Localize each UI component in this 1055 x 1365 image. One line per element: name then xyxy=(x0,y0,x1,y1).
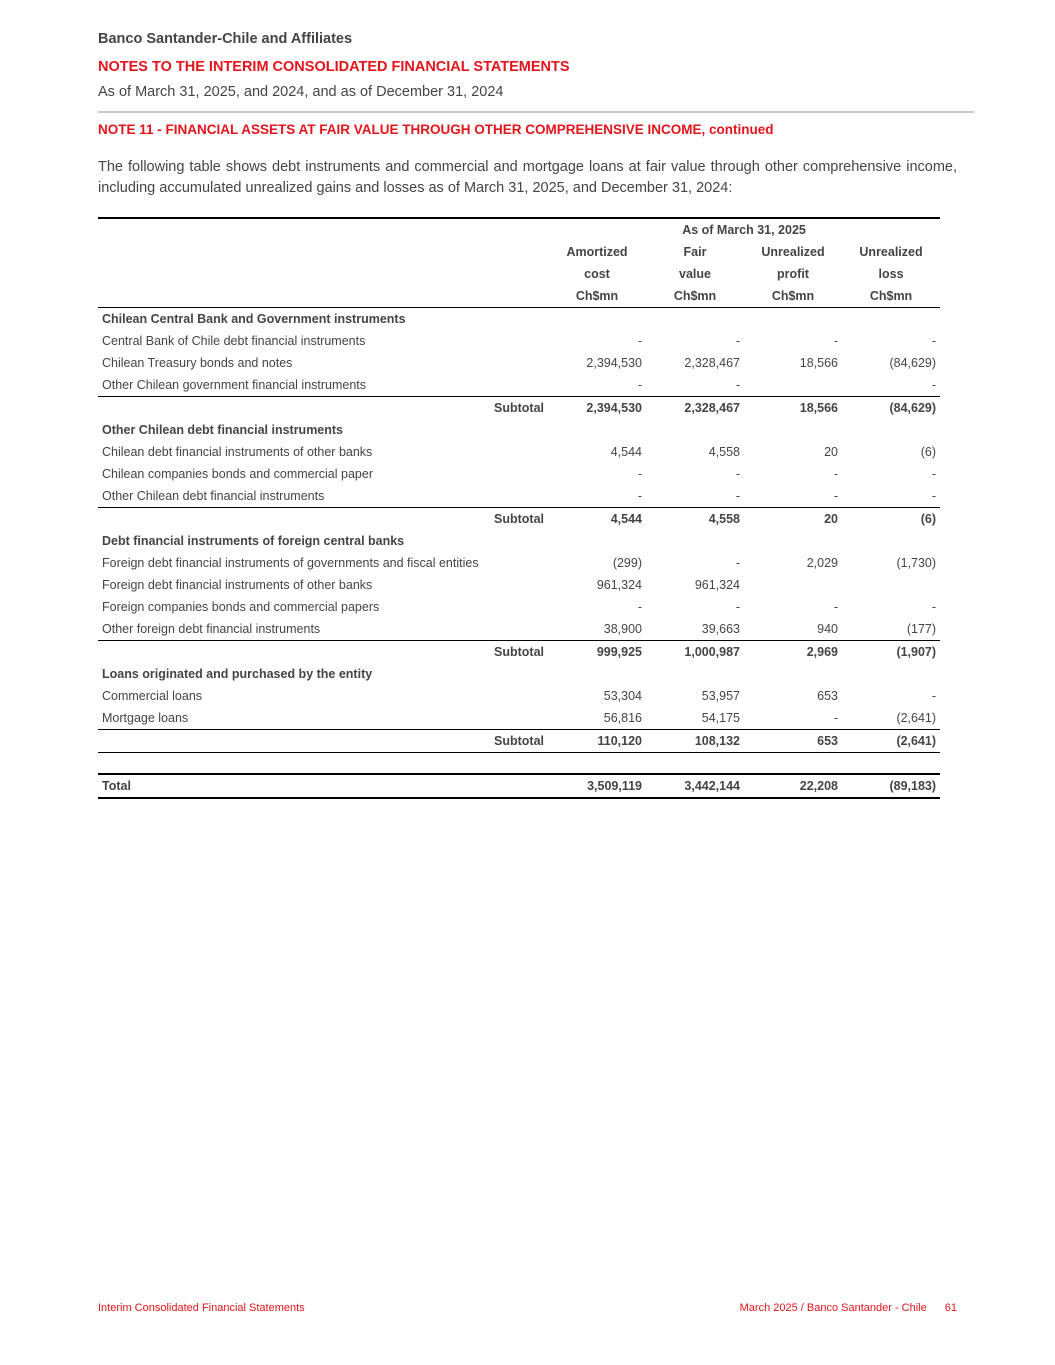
table-row xyxy=(98,618,940,641)
unrealized-loss-cell: (2,641) xyxy=(896,711,937,725)
row-label: Commercial loans xyxy=(102,689,203,703)
section-title: Chilean Central Bank and Government instruments xyxy=(102,312,406,326)
unrealized-profit-cell: 940 xyxy=(817,622,838,636)
row-label: Other foreign debt financial instruments xyxy=(102,622,321,636)
fair-value-cell: - xyxy=(735,378,740,392)
column-header: loss xyxy=(878,267,904,281)
unrealized-loss-cell: - xyxy=(931,600,937,614)
table-row xyxy=(98,552,940,574)
row-label: Foreign companies bonds and commercial papers xyxy=(102,600,380,614)
amortized-cost-cell: (299) xyxy=(612,556,642,570)
unrealized-loss-cell: - xyxy=(931,334,937,348)
table-row xyxy=(98,707,940,730)
total-unrealized-profit: 22,208 xyxy=(744,774,842,798)
column-unit: Ch$mn xyxy=(646,285,744,308)
unrealized-loss-cell: (177) xyxy=(906,622,937,636)
unrealized-profit-cell: 2,029 xyxy=(806,556,838,570)
subtotal-unrealized-profit: 2,969 xyxy=(744,641,842,664)
table-row xyxy=(98,352,940,374)
table-row xyxy=(98,374,940,397)
fair-value-cell: 53,957 xyxy=(701,689,740,703)
column-header: Amortized xyxy=(566,245,628,259)
subtotal-row xyxy=(98,641,940,664)
unrealized-profit-cell: - xyxy=(833,711,838,725)
period-header: As of March 31, 2025 xyxy=(682,223,806,237)
fair-value-cell: - xyxy=(735,334,740,348)
header-divider xyxy=(98,111,974,113)
column-header: Unrealized xyxy=(761,245,825,259)
column-header: value xyxy=(679,267,711,281)
fair-value-cell: 2,328,467 xyxy=(684,356,740,370)
table-header-unit-row xyxy=(98,285,940,308)
table-row xyxy=(98,574,940,596)
unrealized-loss-cell: (1,730) xyxy=(896,556,937,570)
subtotal-fair-value: 1,000,987 xyxy=(646,641,744,664)
amortized-cost-cell: - xyxy=(637,378,642,392)
table-row xyxy=(98,463,940,485)
row-label: Central Bank of Chile debt financial instruments xyxy=(102,334,366,348)
subtotal-amortized-cost: 110,120 xyxy=(548,730,646,753)
section-title: Debt financial instruments of foreign central banks xyxy=(102,534,405,548)
total-amortized-cost: 3,509,119 xyxy=(548,774,646,798)
section-header-row xyxy=(98,308,940,331)
subtotal-unrealized-loss: (1,907) xyxy=(842,641,940,664)
unrealized-profit-cell: 653 xyxy=(817,689,838,703)
row-label: Chilean Treasury bonds and notes xyxy=(102,356,293,370)
table-row xyxy=(98,485,940,508)
unrealized-profit-cell xyxy=(744,574,842,596)
subtotal-unrealized-loss: (84,629) xyxy=(842,397,940,420)
page-number: 61 xyxy=(944,1302,957,1314)
row-label: Foreign debt financial instruments of governments and fiscal entities xyxy=(102,556,479,570)
row-label: Chilean debt financial instruments of other banks xyxy=(102,445,373,459)
subtotal-amortized-cost: 4,544 xyxy=(548,508,646,531)
notes-title: NOTES TO THE INTERIM CONSOLIDATED FINANCIAL STATEMENTS xyxy=(98,59,570,75)
amortized-cost-cell: 961,324 xyxy=(596,578,642,592)
total-unrealized-loss: (89,183) xyxy=(842,774,940,798)
amortized-cost-cell: - xyxy=(637,489,642,503)
reporting-period: As of March 31, 2025, and 2024, and as of December 31, 2024 xyxy=(98,84,504,100)
subtotal-unrealized-loss: (6) xyxy=(842,508,940,531)
subtotal-row xyxy=(98,397,940,420)
column-unit: Ch$mn xyxy=(744,285,842,308)
amortized-cost-cell: 4,544 xyxy=(610,445,642,459)
unrealized-loss-cell: - xyxy=(931,378,937,392)
unrealized-profit-cell: - xyxy=(833,467,838,481)
unrealized-loss-cell: (84,629) xyxy=(889,356,937,370)
unrealized-loss-cell: - xyxy=(931,467,937,481)
subtotal-unrealized-profit: 18,566 xyxy=(744,397,842,420)
company-name: Banco Santander-Chile and Affiliates xyxy=(98,31,353,47)
column-unit: Ch$mn xyxy=(842,285,940,308)
unrealized-loss-cell xyxy=(842,574,940,596)
unrealized-loss-cell: - xyxy=(931,489,937,503)
row-label: Chilean companies bonds and commercial paper xyxy=(102,467,373,481)
subtotal-fair-value: 108,132 xyxy=(646,730,744,753)
unrealized-profit-cell: - xyxy=(833,600,838,614)
unrealized-loss-cell: - xyxy=(931,689,937,703)
amortized-cost-cell: 53,304 xyxy=(603,689,642,703)
table-row xyxy=(98,685,940,707)
footer-period-entity: March 2025 / Banco Santander - Chile xyxy=(739,1302,927,1314)
total-fair-value: 3,442,144 xyxy=(646,774,744,798)
section-title: Other Chilean debt financial instruments xyxy=(102,423,344,437)
subtotal-label: Subtotal xyxy=(98,730,548,753)
fair-value-cell: 4,558 xyxy=(708,445,740,459)
subtotal-unrealized-profit: 20 xyxy=(744,508,842,531)
subtotal-row xyxy=(98,730,940,753)
table-header-row xyxy=(98,241,940,263)
column-header: cost xyxy=(584,267,610,281)
subtotal-unrealized-loss: (2,641) xyxy=(842,730,940,753)
fair-value-cell: - xyxy=(735,556,740,570)
fair-value-cell: 39,663 xyxy=(701,622,740,636)
table-header-row xyxy=(98,263,940,285)
unrealized-profit-cell xyxy=(744,374,842,397)
subtotal-amortized-cost: 999,925 xyxy=(548,641,646,664)
amortized-cost-cell: 38,900 xyxy=(603,622,642,636)
fair-value-cell: - xyxy=(735,489,740,503)
subtotal-unrealized-profit: 653 xyxy=(744,730,842,753)
intro-paragraph: The following table shows debt instruments and commercial and mortgage loans at fair value through other comprehensive income, including accumulated unrealized gains and losses as of March 31, 2025, and December 31, 2024: xyxy=(98,159,957,196)
financial-assets-table xyxy=(98,217,940,799)
column-header: Unrealized xyxy=(859,245,923,259)
amortized-cost-cell: - xyxy=(637,600,642,614)
amortized-cost-cell: - xyxy=(637,334,642,348)
footer-right xyxy=(740,1302,957,1314)
column-header: Fair xyxy=(683,245,707,259)
unrealized-profit-cell: 20 xyxy=(824,445,838,459)
section-title: Loans originated and purchased by the entity xyxy=(102,667,373,681)
note-title: NOTE 11 - FINANCIAL ASSETS AT FAIR VALUE THROUGH OTHER COMPREHENSIVE INCOME, continued xyxy=(98,122,774,137)
subtotal-fair-value: 4,558 xyxy=(646,508,744,531)
column-unit: Ch$mn xyxy=(548,285,646,308)
unrealized-loss-cell: (6) xyxy=(920,445,937,459)
total-label: Total xyxy=(98,774,548,798)
subtotal-row xyxy=(98,508,940,531)
subtotal-label: Subtotal xyxy=(98,641,548,664)
table-row xyxy=(98,441,940,463)
total-row xyxy=(98,774,940,798)
footer-document-title: Interim Consolidated Financial Statements xyxy=(98,1302,305,1314)
unrealized-profit-cell: 18,566 xyxy=(799,356,838,370)
row-label: Other Chilean debt financial instruments xyxy=(102,489,325,503)
subtotal-fair-value: 2,328,467 xyxy=(646,397,744,420)
amortized-cost-cell: 2,394,530 xyxy=(586,356,642,370)
subtotal-amortized-cost: 2,394,530 xyxy=(548,397,646,420)
unrealized-profit-cell: - xyxy=(833,334,838,348)
spacer-row xyxy=(98,753,940,775)
row-label: Other Chilean government financial instruments xyxy=(102,378,367,392)
row-label: Mortgage loans xyxy=(102,711,189,725)
table-row xyxy=(98,330,940,352)
section-header-row xyxy=(98,419,940,441)
fair-value-cell: - xyxy=(735,467,740,481)
fair-value-cell: 54,175 xyxy=(701,711,740,725)
unrealized-profit-cell: - xyxy=(833,489,838,503)
subtotal-label: Subtotal xyxy=(98,508,548,531)
subtotal-label: Subtotal xyxy=(98,397,548,420)
fair-value-cell: - xyxy=(735,600,740,614)
row-label: Foreign debt financial instruments of other banks xyxy=(102,578,373,592)
section-header-row xyxy=(98,530,940,552)
amortized-cost-cell: - xyxy=(637,467,642,481)
table-row xyxy=(98,596,940,618)
column-header: profit xyxy=(777,267,809,281)
table-header-period-row xyxy=(98,218,940,241)
section-header-row xyxy=(98,663,940,685)
fair-value-cell: 961,324 xyxy=(694,578,740,592)
amortized-cost-cell: 56,816 xyxy=(603,711,642,725)
